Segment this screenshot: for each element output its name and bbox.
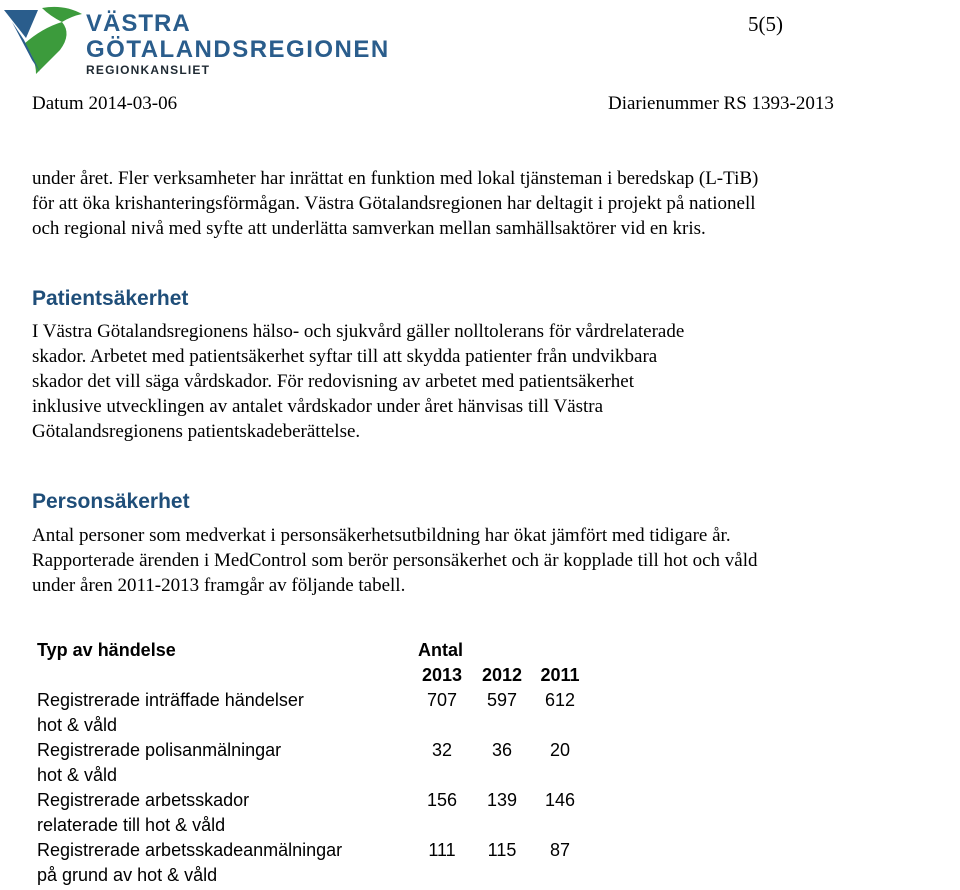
value-2013: 707 xyxy=(426,690,458,710)
text-line: och regional nivå med syfte att underlätta samverkan mellan samhällsaktörer vid en kris. xyxy=(32,218,706,239)
text-line: Antal personer som medverkat i personsäkerhetsutbildning har ökat jämfört med tidigare år. xyxy=(32,525,731,546)
year-column-header: 2013 xyxy=(421,665,463,685)
row-label-continued: relaterade till hot & våld xyxy=(37,815,226,835)
text-line: under åren 2011-2013 framgår av följande tabell. xyxy=(32,575,406,596)
text-line: inklusive utvecklingen av antalet vårdskador under året hänvisas till Västra xyxy=(32,396,604,417)
value-2013: 111 xyxy=(428,840,456,860)
row-label-continued: på grund av hot & våld xyxy=(37,865,218,885)
document-date: Datum 2014-03-06 xyxy=(32,93,178,114)
value-2012: 139 xyxy=(486,790,518,810)
text-line: Götalandsregionens patientskadeberättelse. xyxy=(32,421,361,442)
value-2011: 20 xyxy=(549,740,571,760)
value-2011: 87 xyxy=(549,840,571,860)
intro-paragraph xyxy=(32,166,758,241)
row-label: Registrerade arbetsskadeanmälningar xyxy=(37,840,343,860)
row-label-continued: hot & våld xyxy=(37,715,118,735)
row-label: Registrerade polisanmälningar xyxy=(37,740,282,760)
row-label: Registrerade arbetsskador xyxy=(37,790,250,810)
patient-safety-heading: Patientsäkerhet xyxy=(32,287,189,310)
value-2012: 115 xyxy=(487,840,517,860)
logo-text-line1: VÄSTRA xyxy=(86,10,191,37)
year-column-header: 2011 xyxy=(540,665,580,685)
page-number: 5(5) xyxy=(748,12,783,36)
value-2011: 146 xyxy=(544,790,576,810)
value-2012: 36 xyxy=(491,740,513,760)
row-label: Registrerade inträffade händelser xyxy=(37,690,304,710)
row-label-continued: hot & våld xyxy=(37,765,118,785)
personal-safety-heading: Personsäkerhet xyxy=(32,490,190,513)
value-2011: 612 xyxy=(544,690,576,710)
logo-text-line3: REGIONKANSLIET xyxy=(86,63,211,77)
type-column-header: Typ av händelse xyxy=(37,640,176,660)
text-line: I Västra Götalandsregionens hälso- och sjukvård gäller nolltolerans för vårdrelaterade xyxy=(32,321,685,342)
patient-safety-paragraph xyxy=(32,319,684,444)
text-line: skador det vill säga vårdskador. För redovisning av arbetet med patientsäkerhet xyxy=(32,371,635,392)
text-line: för att öka krishanteringsförmågan. Västra Götalandsregionen har deltagit i projekt på nationell xyxy=(32,193,756,214)
text-line: skador. Arbetet med patientsäkerhet syftar till att skydda patienter från undvikbara xyxy=(32,346,658,367)
year-column-header: 2012 xyxy=(481,665,523,685)
logo-text-line2: GÖTALANDSREGIONEN xyxy=(86,36,390,63)
value-2013: 32 xyxy=(431,740,453,760)
count-column-header: Antal xyxy=(418,640,463,660)
text-line: under året. Fler verksamheter har inrättat en funktion med lokal tjänsteman i beredskap (L-TiB) xyxy=(32,168,759,189)
organization-logo xyxy=(2,4,390,77)
text-line: Rapporterade ärenden i MedControl som berör personsäkerhet och är kopplade till hot och våld xyxy=(32,550,758,571)
personal-safety-paragraph xyxy=(32,523,757,598)
diary-number: Diarienummer RS 1393-2013 xyxy=(608,93,834,114)
vgr-logo-mark-icon xyxy=(2,4,84,76)
value-2012: 597 xyxy=(486,690,518,710)
value-2013: 156 xyxy=(426,790,458,810)
